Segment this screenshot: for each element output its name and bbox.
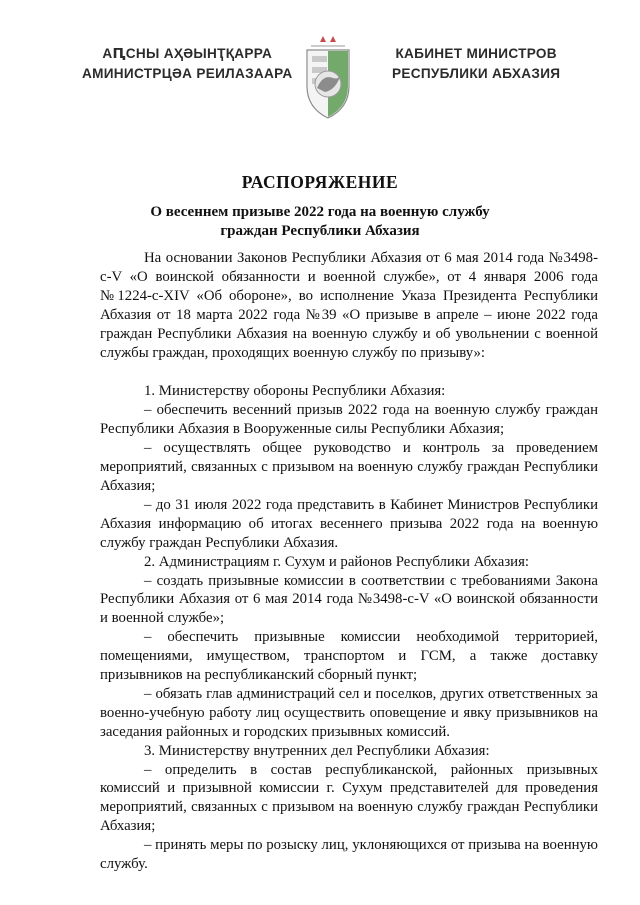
section-2-item: – обеспечить призывные комиссии необходимой территорией, помещениями, имуществом, транспортом и ГСМ, а также доставку призывников на республиканский сборный пункт; bbox=[100, 629, 598, 684]
header-right-line1: КАБИНЕТ МИНИСТРОВ bbox=[395, 46, 557, 61]
section-1-heading: 1. Министерству обороны Республики Абхазия: bbox=[144, 383, 446, 400]
preamble-paragraph: На основании Законов Республики Абхазия от 6 мая 2014 года №3498-с-V «О воинской обязанности и военной службе», от 4 января 2006 года №1224-с-XIV «Об обороне», во исполнение Указа Президента Республики Абхазия от 18 марта 2022 года №39 «О призыве в апреле – июне 2022 года граждан Республики Абхазия на военную службу и об увольнении с военной службы граждан, проходящих военную службу по призыву»: bbox=[100, 250, 598, 361]
section-3-heading: 3. Министерству внутренних дел Республики Абхазия: bbox=[144, 742, 490, 759]
section-1-item: – до 31 июля 2022 года представить в Кабинет Министров Республики Абхазия информацию об итогах весеннего призыва 2022 года на военную службу граждан Республики Абхазия. bbox=[100, 496, 598, 551]
section-2-item: – обязать глав администраций сел и поселков, других ответственных за военно-учебную работу лиц осуществить оповещение и явку призывников на заседания районных и городских призывных комиссий. bbox=[100, 685, 598, 740]
document-body bbox=[100, 249, 598, 874]
subtitle-line2: граждан Республики Абхазия bbox=[220, 223, 420, 239]
section-2-item: – создать призывные комиссии в соответствии с требованиями Закона Республики Абхазия от 6 мая 2014 года №3498-с-V «О воинской обязанности и военной службе»; bbox=[100, 572, 598, 627]
section-3-item: – определить в состав республиканской, районных призывных комиссий и призывной комиссии г. Сухум представителей для проведения мероприятий, связанных с призывом на военную службу граждан Республики Абхазия; bbox=[100, 761, 598, 835]
document-subtitle bbox=[0, 203, 640, 241]
document-title: РАСПОРЯЖЕНИЕ bbox=[241, 172, 399, 192]
header-left-line1: АԤСНЫ АҲӘЫНҬҚАРРА bbox=[102, 46, 273, 61]
header-left-line2: АМИНИСТРЦӘА РЕИЛАЗААРА bbox=[82, 66, 293, 81]
header-right-line2: РЕСПУБЛИКИ АБХАЗИЯ bbox=[392, 66, 561, 81]
header-right bbox=[392, 44, 560, 84]
coat-of-arms-icon bbox=[303, 34, 353, 120]
header-left bbox=[82, 44, 292, 84]
section-3-item: – принять меры по розыску лиц, уклоняющихся от призыва на военную службу. bbox=[100, 837, 598, 873]
section-1-item: – осуществлять общее руководство и контроль за проведением мероприятий, связанных с призывом на военную службу граждан Республики Абхазия; bbox=[100, 440, 598, 494]
subtitle-line1: О весеннем призыве 2022 года на военную службу bbox=[150, 204, 490, 220]
section-2-heading: 2. Администрациям г. Сухум и районов Республики Абхазия: bbox=[144, 553, 529, 570]
section-1-item: – обеспечить весенний призыв 2022 года на военную службу граждан Республики Абхазия в Вооруженные силы Республики Абхазия; bbox=[100, 402, 598, 438]
